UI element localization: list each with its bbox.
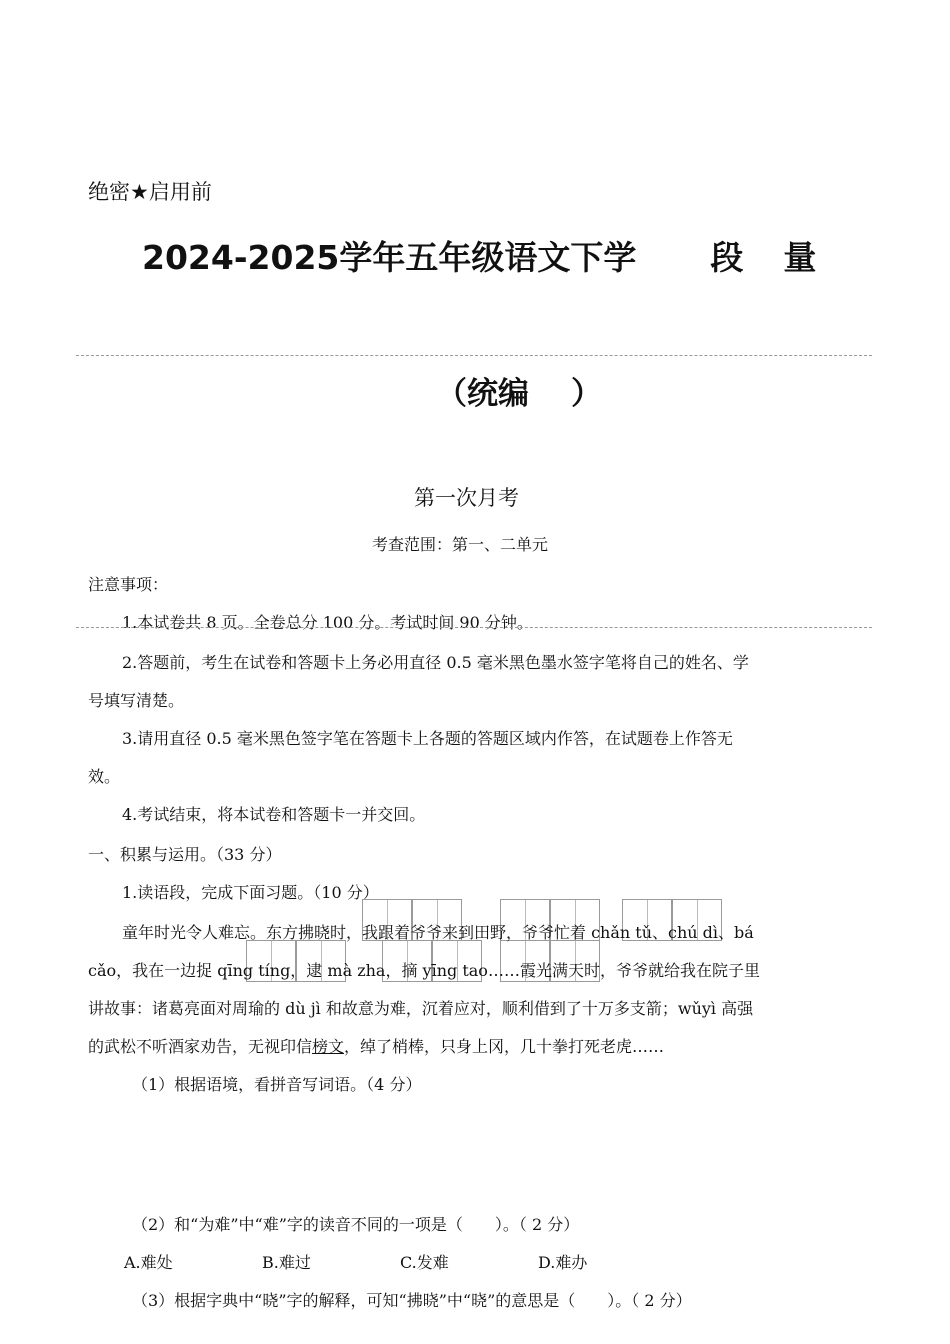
passage-line-4-start: 的武松不听酒家劝告，无视印信 — [88, 1037, 313, 1056]
exam-title — [142, 232, 816, 279]
notes-item-3-cont: 效。 — [88, 767, 121, 786]
question-1: 1.读语段，完成下面习题。（10 分） — [122, 883, 379, 902]
section-heading: 一、积累与运用。（33 分） — [88, 845, 282, 864]
passage-line-4 — [88, 1034, 664, 1057]
passage-line-1: 童年时光令人难忘。东方拂晓时，我跟着爷爷来到田野，爷爷忙着 chǎn tǔ、chú dì、bá — [122, 923, 754, 942]
notes-item-3: 3.请用直径 0.5 毫米黑色签字笔在答题卡上各题的答题区域内作答，在试题卷上作答无 — [122, 729, 733, 748]
secret-label: 绝密★启用前 — [88, 180, 212, 204]
edition-close: ） — [571, 376, 602, 412]
option-c: C.发难 — [400, 1253, 449, 1272]
title-part3: 量 — [783, 238, 817, 277]
title-part2: 段 — [710, 238, 744, 277]
notes-heading: 注意事项： — [88, 575, 169, 594]
sub-question-1: （1）根据语境，看拼音写词语。（4 分） — [132, 1075, 422, 1094]
edition-open: （统编 — [436, 376, 529, 412]
notes-item-2-cont: 号填写清楚。 — [88, 691, 185, 710]
divider-top — [76, 355, 872, 356]
underlined-word: 榜文 — [312, 1037, 345, 1056]
passage-line-2: cǎo，我在一边捉 qīng tíng，逮 mà zha，摘 yīng tao……霞光满天时，爷爷就给我在院子里 — [88, 961, 760, 980]
notes-item-2: 2.答题前，考生在试卷和答题卡上务必用直径 0.5 毫米黑色墨水签字笔将自己的姓名、学 — [122, 653, 749, 672]
exam-scope: 考查范围：第一、二单元 — [372, 535, 549, 554]
sub-question-3: （3）根据字典中“晓”字的解释，可知“拂晓”中“晓”的意思是（ ）。（ 2 分） — [132, 1291, 692, 1310]
passage-line-4-end: ，绰了梢棒，只身上冈，几十拳打死老虎…… — [344, 1037, 665, 1056]
option-b: B.难过 — [262, 1253, 311, 1272]
edition-label — [436, 368, 602, 413]
title-part1: 2024-2025学年五年级语文下学 — [142, 238, 637, 277]
exam-subtitle: 第一次月考 — [414, 486, 519, 510]
passage-line-3: 讲故事：诸葛亮面对周瑜的 dù jì 和故意为难，沉着应对，顺利借到了十万多支箭；wǔyì 高强 — [88, 999, 754, 1018]
option-d: D.难办 — [538, 1253, 588, 1272]
divider-middle — [76, 627, 872, 628]
option-a: A.难处 — [124, 1253, 173, 1272]
notes-item-4: 4.考试结束，将本试卷和答题卡一并交回。 — [122, 805, 426, 824]
notes-item-1: 1.本试卷共 8 页。全卷总分 100 分。考试时间 90 分钟。 — [122, 613, 533, 632]
sub-question-2: （2）和“为难”中“难”字的读音不同的一项是（ ）。（ 2 分） — [132, 1215, 580, 1234]
